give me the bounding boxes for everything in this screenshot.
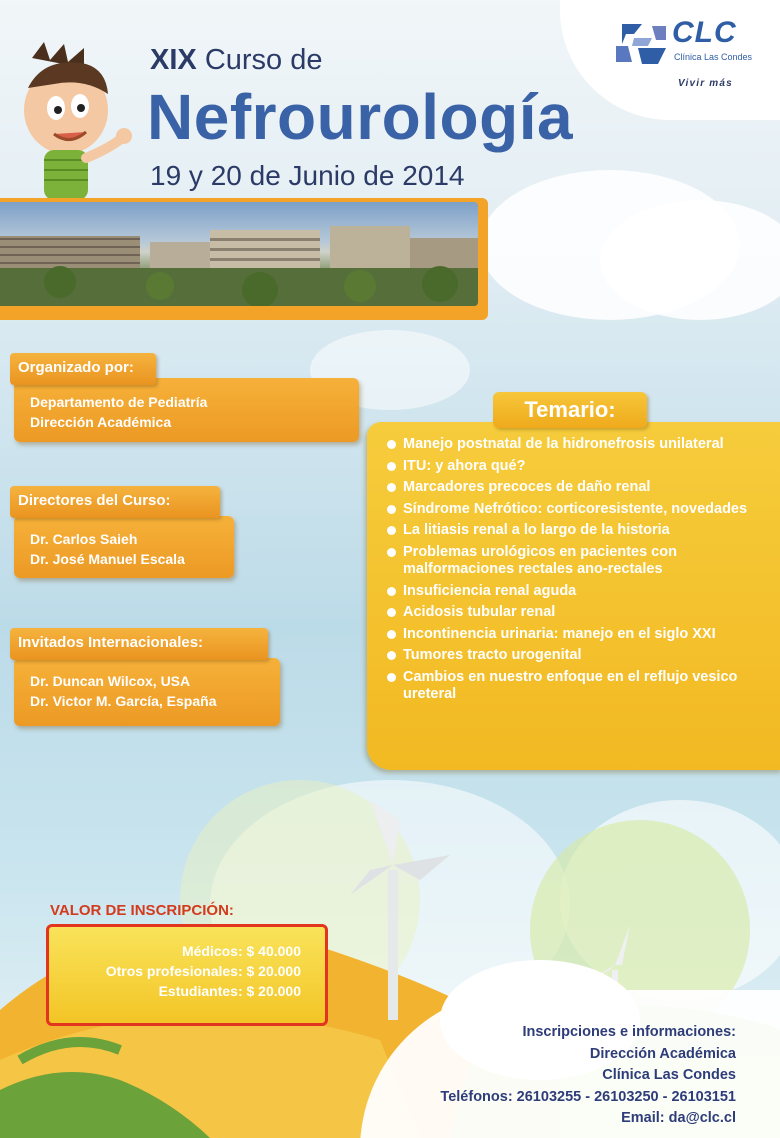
course-prefix: Curso de xyxy=(204,44,323,76)
photo-frame xyxy=(0,198,488,320)
registration-fee-title: VALOR DE INSCRIPCIÓN: xyxy=(50,902,234,919)
contact-line: Dirección Académica xyxy=(589,1045,736,1062)
registration-fee-panel xyxy=(46,924,328,1026)
syllabus-item-text: Manejo postnatal de la hidronefrosis unilateral xyxy=(403,436,724,452)
list-item xyxy=(387,436,767,453)
director-line: Dr. Carlos Saieh xyxy=(30,531,138,547)
list-item xyxy=(387,544,767,578)
bullet-icon xyxy=(387,483,396,492)
course-subtitle xyxy=(150,44,322,77)
bullet-icon xyxy=(387,587,396,596)
organizers-panel xyxy=(14,378,359,442)
course-dates: 19 y 20 de Junio de 2014 xyxy=(150,160,465,191)
directors-label: Directores del Curso: xyxy=(10,486,220,518)
guest-line: Dr. Victor M. García, España xyxy=(30,693,217,709)
list-item xyxy=(387,583,767,600)
edition-number: XIX xyxy=(150,44,197,76)
bullet-icon xyxy=(387,526,396,535)
fee-line: Estudiantes: $ 20.000 xyxy=(158,983,301,999)
director-line: Dr. José Manuel Escala xyxy=(30,551,185,567)
bullet-icon xyxy=(387,651,396,660)
contact-heading: Inscripciones e informaciones: xyxy=(522,1024,736,1040)
course-title: Nefrourología xyxy=(147,81,574,153)
syllabus-item-text: ITU: y ahora qué? xyxy=(403,457,526,474)
syllabus-item-text: Síndrome Nefrótico: corticoresistente, novedades xyxy=(403,500,748,517)
list-item xyxy=(387,479,767,496)
syllabus-item-text: Marcadores precoces de daño renal xyxy=(403,479,651,496)
list-item xyxy=(387,604,767,621)
guests-panel xyxy=(14,658,280,726)
list-item xyxy=(387,458,767,475)
bullet-icon xyxy=(387,505,396,514)
syllabus-item-text: Incontinencia urinaria: manejo en el siglo XXI xyxy=(403,625,716,642)
clc-logo-subtitle: Clínica Las Condes xyxy=(674,52,753,62)
syllabus-item-text: Cambios en nuestro enfoque en el reflujo vesico ureteral xyxy=(403,668,738,702)
bullet-icon xyxy=(387,630,396,639)
syllabus-item-text: Insuficiencia renal aguda xyxy=(403,582,577,599)
syllabus-label: Temario: xyxy=(493,392,647,428)
clc-logo-text: CLC xyxy=(672,16,737,49)
guests-label: Invitados Internacionales: xyxy=(10,628,268,660)
syllabus-item-text: La litiasis renal a lo largo de la historia xyxy=(403,522,670,539)
list-item xyxy=(387,501,767,518)
organizers-label: Organizado por: xyxy=(10,353,156,385)
fee-line: Médicos: $ 40.000 xyxy=(181,943,301,959)
guest-line: Dr. Duncan Wilcox, USA xyxy=(30,673,191,689)
syllabus-item-text: Tumores tracto urogenital xyxy=(403,647,582,664)
bullet-icon xyxy=(387,673,396,682)
clc-tagline: Vivir más xyxy=(678,78,733,89)
bullet-icon xyxy=(387,462,396,471)
fee-line: Otros profesionales: $ 20.000 xyxy=(105,963,301,979)
directors-panel xyxy=(14,516,234,578)
clc-logo-icon xyxy=(612,18,670,70)
list-item xyxy=(387,669,767,703)
contact-email: Email: da@clc.cl xyxy=(621,1110,736,1126)
contact-line: Clínica Las Condes xyxy=(602,1067,736,1083)
clinic-building-photo xyxy=(0,202,478,306)
bullet-icon xyxy=(387,440,396,449)
contact-info xyxy=(390,1022,736,1130)
list-item xyxy=(387,626,767,643)
bullet-icon xyxy=(387,548,396,557)
list-item xyxy=(387,647,767,664)
organizer-line: Departamento de Pediatría xyxy=(30,394,208,410)
organizer-line: Dirección Académica xyxy=(30,414,172,430)
list-item xyxy=(387,522,767,539)
syllabus-list xyxy=(387,436,767,708)
bullet-icon xyxy=(387,608,396,617)
syllabus-item-text: Problemas urológicos en pacientes con malformaciones rectales ano-rectales xyxy=(403,543,677,577)
contact-phones: Teléfonos: 26103255 - 26103250 - 26103151 xyxy=(440,1088,736,1105)
syllabus-item-text: Acidosis tubular renal xyxy=(403,604,556,621)
